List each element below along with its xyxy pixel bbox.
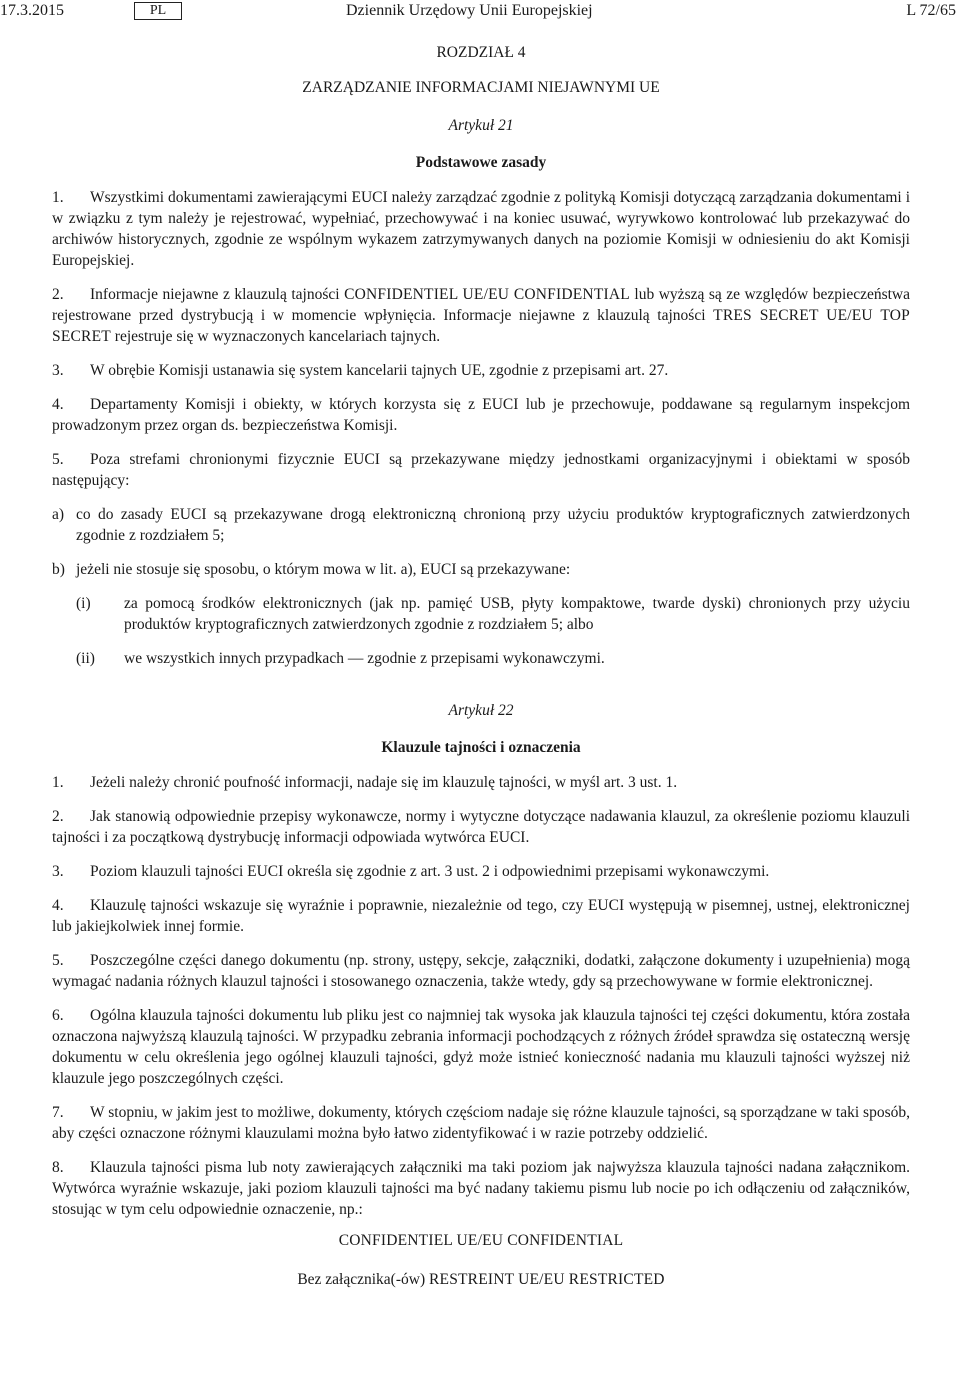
list-item-i <box>76 593 910 635</box>
list-text: za pomocą środków elektronicznych (jak np. pamięć USB, płyty kompaktowe, twarde dyski) chronionych przy użyciu produktów kryptograficznych zatwierdzonych zgodnie z rozdziałem 5; albo <box>124 595 910 633</box>
page-header <box>0 0 960 24</box>
paragraph-text: rejestruje się w wyznaczonych kancelariach tajnych. <box>110 328 441 345</box>
article-22-title: Klauzule tajności i oznaczenia <box>381 739 581 756</box>
paragraph-text: Klauzulę tajności wskazuje się wyraźnie i poprawnie, niezależnie od tego, czy EUCI występują w pisemnej, ustnej, elektronicznej lub jakiejkolwiek innej formie. <box>52 897 910 935</box>
paragraph-text: Poziom klauzuli tajności EUCI określa się zgodnie z art. 3 ust. 2 i odpowiednimi przepisami wykonawczymi. <box>90 863 770 880</box>
paragraph-number: 6. <box>52 1007 64 1024</box>
paragraph-number: 7. <box>52 1104 64 1121</box>
publication-date: 17.3.2015 <box>0 2 64 19</box>
marking-example-confidential: CONFIDENTIEL UE/EU CONFIDENTIAL <box>338 1232 624 1249</box>
marking-example-restricted <box>52 1269 910 1290</box>
art22-paragraph-4 <box>52 895 910 937</box>
paragraph-text: lub wyższą są ze względów bezpieczeństwa rejestrowane przed dystrybucją i w momencie wpłynięcia. Informacje niejawne z klauzulą tajności <box>52 286 910 324</box>
art22-paragraph-7 <box>52 1102 910 1144</box>
list-text: we wszystkich innych przypadkach — zgodnie z przepisami wykonawczymi. <box>124 650 605 667</box>
list-text: co do zasady EUCI są przekazywane drogą elektroniczną chronioną przy użyciu produktów kryptograficznych zatwierdzonych zgodnie z rozdziałem 5; <box>76 506 910 544</box>
classification-marking: TRES SECRET UE/EU TOP SECRET <box>52 307 910 345</box>
article-21-title: Podstawowe zasady <box>415 154 547 171</box>
list-item-a <box>52 504 910 546</box>
list-item-b <box>52 559 910 580</box>
chapter-title: ZARZĄDZANIE INFORMACJAMI NIEJAWNYMI UE <box>302 79 660 96</box>
paragraph-text: Departamenty Komisji i obiekty, w których korzysta się z EUCI lub je przechowuje, poddawane są regularnym inspekcjom prowadzonym przez organ ds. bezpieczeństwa Komisji. <box>52 396 910 434</box>
paragraph-number: 8. <box>52 1159 64 1176</box>
article-22-label: Artykuł 22 <box>448 702 514 719</box>
art21-paragraph-1 <box>52 187 910 271</box>
paragraph-number: 2. <box>52 808 64 825</box>
paragraph-number: 5. <box>52 952 64 969</box>
document-body <box>52 42 910 1290</box>
paragraph-number: 4. <box>52 396 64 413</box>
list-label: (i) <box>76 595 91 612</box>
list-label: b) <box>52 561 65 578</box>
paragraph-number: 3. <box>52 362 64 379</box>
paragraph-text: W obrębie Komisji ustanawia się system kancelarii tajnych UE, zgodnie z przepisami art. 27. <box>90 362 669 379</box>
list-label: a) <box>52 506 65 523</box>
art22-paragraph-1 <box>52 772 910 793</box>
art21-paragraph-3 <box>52 360 910 381</box>
chapter-label: ROZDZIAŁ 4 <box>436 44 526 61</box>
paragraph-number: 2. <box>52 286 64 303</box>
paragraph-number: 1. <box>52 774 64 791</box>
paragraph-text: Jeżeli należy chronić poufność informacji, nadaje się im klauzulę tajności, w myśl art. 3 ust. 1. <box>90 774 678 791</box>
art21-paragraph-2 <box>52 284 910 347</box>
art22-paragraph-6 <box>52 1005 910 1089</box>
art22-paragraph-3 <box>52 861 910 882</box>
list-label: (ii) <box>76 650 95 667</box>
paragraph-number: 4. <box>52 897 64 914</box>
art22-paragraph-2 <box>52 806 910 848</box>
list-item-ii <box>76 648 910 669</box>
classification-marking: RESTREINT UE/EU RESTRICTED <box>428 1271 665 1288</box>
paragraph-text: Jak stanowią odpowiednie przepisy wykonawcze, normy i wytyczne dotyczące nadawania klauzul, za określenie poziomu klauzuli tajności i za początkową dystrybucję informacji odpowiada wytwórca EUCI. <box>52 808 910 846</box>
language-badge: PL <box>134 2 182 20</box>
paragraph-text: Ogólna klauzula tajności dokumentu lub pliku jest co najmniej tak wysoka jak klauzula tajności tej części dokumentu, która została oznaczona najwyższą klauzulą tajności. W przypadku zebrania informacji pochodzących z różnych źródeł sprawdza się ostateczną wersję dokumentu w celu określenia jego ogólnej klauzuli tajności, gdyż może istnieć konieczność nadania mu klauzuli tajności wyższej niż klauzule jego poszczególnych części. <box>52 1007 910 1087</box>
journal-title: Dziennik Urzędowy Unii Europejskiej <box>346 2 593 19</box>
classification-marking: CONFIDENTIEL UE/EU CONFIDENTIAL <box>344 286 630 303</box>
article-21-label: Artykuł 21 <box>448 117 514 134</box>
paragraph-text: Poza strefami chronionymi fizycznie EUCI są przekazywane między jednostkami organizacyjnymi i obiektami w sposób następujący: <box>52 451 910 489</box>
paragraph-number: 3. <box>52 863 64 880</box>
art22-paragraph-5 <box>52 950 910 992</box>
art21-paragraph-4 <box>52 394 910 436</box>
paragraph-number: 5. <box>52 451 64 468</box>
marking-prefix: Bez załącznika(-ów) <box>297 1271 429 1288</box>
page-number: L 72/65 <box>906 2 956 19</box>
art22-paragraph-8 <box>52 1157 910 1220</box>
list-text: jeżeli nie stosuje się sposobu, o którym mowa w lit. a), EUCI są przekazywane: <box>76 561 571 578</box>
paragraph-text: Wszystkimi dokumentami zawierającymi EUCI należy zarządzać zgodnie z polityką Komisji dotyczącą zarządzania dokumentami i w związku z tym należy je rejestrować, wypełniać, przechowywać i na koniec usuwać, wyrywkowo kontrolować lub przekazywać do archiwów historycznych, zgodnie ze wspólnym wykazem zatrzymywanych danych na poziomie Komisji w odniesieniu do akt Komisji Europejskiej. <box>52 189 910 269</box>
paragraph-text: Poszczególne części danego dokumentu (np. strony, ustępy, sekcje, załączniki, dodatki, załączone dokumenty i uzupełnienia) mogą wymagać nadania różnych klauzul tajności i stosowanego oznaczenia, także wtedy, gdy są przechowywane w formie elektronicznej. <box>52 952 910 990</box>
paragraph-text: Klauzula tajności pisma lub noty zawierających załączniki ma taki poziom jak najwyższa klauzula tajności nadana załącznikom. Wytwórca wyraźnie wskazuje, jaki poziom klauzuli tajności ma być nadany takiemu pismu lub nocie po ich odłączeniu od załączników, stosując w tym celu odpowiednie oznaczenie, np.: <box>52 1159 910 1218</box>
art21-paragraph-5 <box>52 449 910 491</box>
paragraph-number: 1. <box>52 189 64 206</box>
paragraph-text: W stopniu, w jakim jest to możliwe, dokumenty, których częściom nadaje się różne klauzule tajności, są sporządzane w taki sposób, aby części oznaczone różnymi klauzulami można było łatwo zidentyfikować i w razie potrzeby oddzielić. <box>52 1104 910 1142</box>
paragraph-text: Informacje niejawne z klauzulą tajności <box>90 286 345 303</box>
